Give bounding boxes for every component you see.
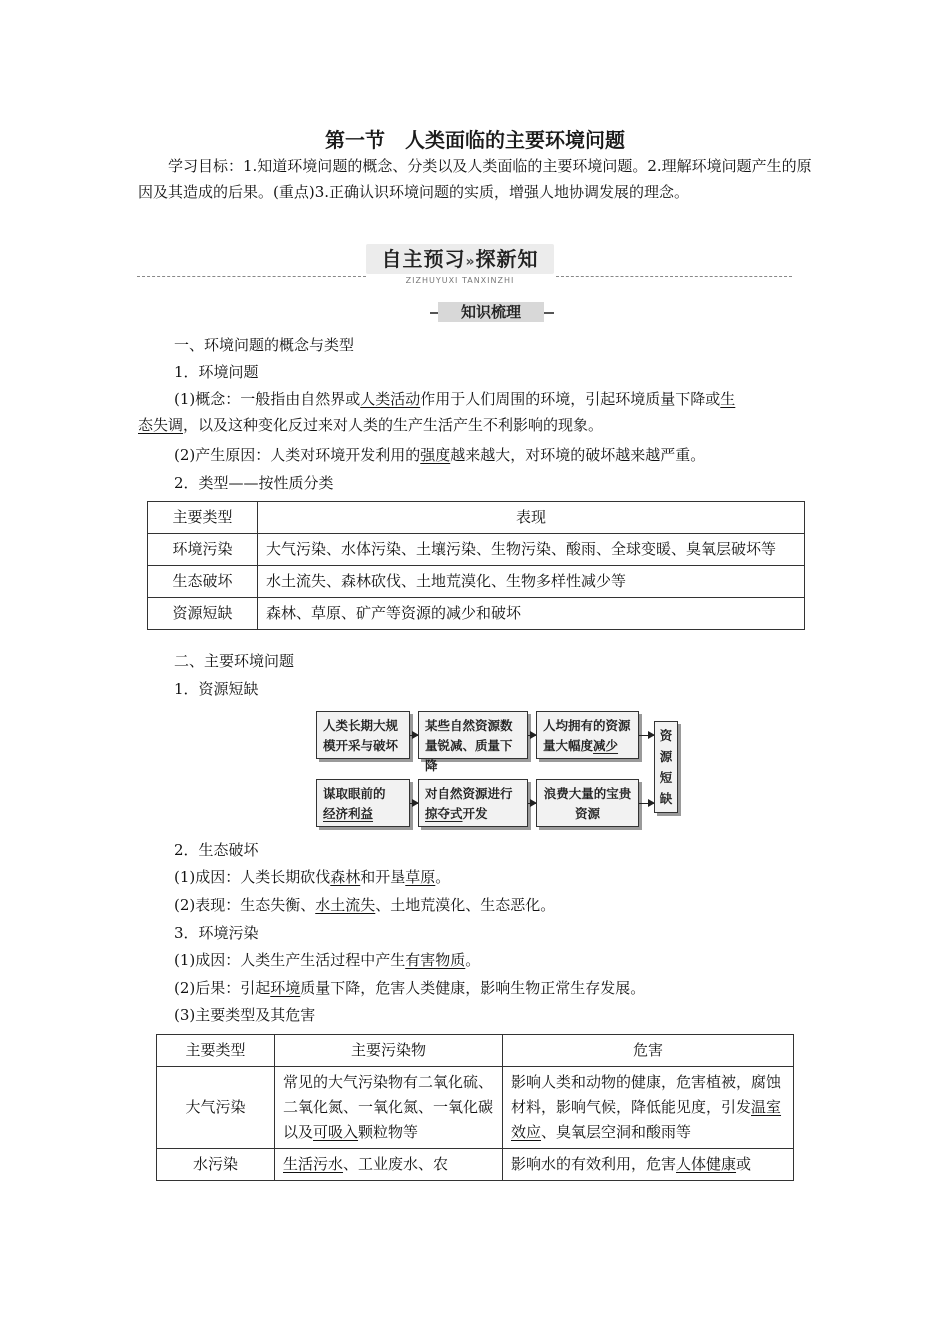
flow-box-resource-decline: 某些自然资源数量锐减、质量下降 [418,711,528,759]
divider-right [556,276,792,277]
concept-paragraph: (1)概念：一般指由自然界或人类活动作用于人们周围的环境，引起环境质量下降或生 态失调，以及这种变化反过来对人类的生产生活产生不利影响的现象。 [138,390,736,434]
table-cell: 影响水的有效利用，危害人体健康或 [503,1149,794,1181]
flow-box-exploitation: 对自然资源进行 掠夺式开发 [418,779,528,827]
pollution-types-heading: (3)主要类型及其危害 [174,1006,316,1024]
table-cell: 森林、草原、矿产等资源的减少和破坏 [258,598,805,630]
table-cell: 大气污染 [157,1067,275,1149]
table-row [148,534,805,566]
flow-box-per-capita: 人均拥有的资源量大幅度减少 [536,711,639,759]
banner-pinyin: ZIZHUYUXI TANXINZHI [405,276,515,285]
eco-cause: (1)成因：人类长期砍伐森林和开垦草原。 [174,868,451,886]
flow-box-economic-interest: 谋取眼前的 经济利益 [316,779,410,827]
table-header-row [148,502,805,534]
table-cell: 生活污水、工业废水、农 [275,1149,503,1181]
pollution-consequence: (2)后果：引起环境质量下降，危害人类健康，影响生物正常生存发展。 [174,979,646,997]
banner-main: 自主预习 [381,247,466,271]
pollution-cause: (1)成因：人类生产生活过程中产生有害物质。 [174,951,481,969]
section2-heading: 二、主要环境问题 [174,652,295,670]
page-title: 第一节 人类面临的主要环境问题 [325,128,625,152]
table-header-cell: 主要类型 [148,502,258,534]
section1-sub2: 2．类型——按性质分类 [174,474,334,492]
flow-arrow [639,803,654,804]
table-header-cell: 表现 [258,502,805,534]
section1-sub1: 1．环境问题 [174,363,259,381]
table-cell: 大气污染、水体污染、土壤污染、生物污染、酸雨、全球变暖、臭氧层破坏等 [258,534,805,566]
banner-emph: 探新知 [475,247,539,271]
flow-arrow [410,803,418,804]
section2-sub3: 3．环境污染 [174,924,259,942]
pollution-table [156,1034,794,1181]
table-header-cell: 危害 [503,1035,794,1067]
table-header-cell: 主要类型 [157,1035,275,1067]
types-table [147,501,805,630]
flow-arrow [639,735,654,736]
cause-paragraph: (2)产生原因：人类对环境开发利用的强度越来越大，对环境的破坏越来越严重。 [174,446,706,464]
flow-box-result: 资 源 短 缺 [654,721,678,813]
section-banner-title [366,244,554,277]
table-header-row [157,1035,794,1067]
table-row [157,1149,794,1181]
flow-arrow [410,735,418,736]
table-row [148,566,805,598]
table-cell: 影响人类和动物的健康，危害植被，腐蚀材料，影响气候，降低能见度，引发温室效应、臭氧层空洞和酸雨等 [503,1067,794,1149]
table-cell: 常见的大气污染物有二氧化硫、二氧化氮、一氧化氮、一氧化碳以及可吸入颗粒物等 [275,1067,503,1149]
section2-sub1: 1．资源短缺 [174,680,259,698]
flow-box-mining: 人类长期大规模开采与破坏 [316,711,410,759]
flow-arrow [528,803,536,804]
eco-manifestation: (2)表现：生态失衡、水土流失、土地荒漠化、生态恶化。 [174,896,556,914]
table-cell: 资源短缺 [148,598,258,630]
section2-sub2: 2．生态破坏 [174,841,259,859]
table-row [148,598,805,630]
table-header-cell: 主要污染物 [275,1035,503,1067]
banner-arrow-icon: » [465,254,476,270]
table-row [157,1067,794,1149]
divider-left [137,276,366,277]
flow-arrow [528,735,536,736]
table-cell: 水污染 [157,1149,275,1181]
table-cell: 环境污染 [148,534,258,566]
knowledge-label: 知识梳理 [438,302,544,322]
section1-heading: 一、环境问题的概念与类型 [174,336,355,354]
table-cell: 生态破坏 [148,566,258,598]
learning-objectives: 学习目标：1.知道环境问题的概念、分类以及人类面临的主要环境问题。2.理解环境问题产生的原因及其造成的后果。(重点)3.正确认识环境问题的实质，增强人地协调发展的理念。 [138,157,812,201]
flow-box-waste: 浪费大量的宝贵资源 [536,779,639,827]
table-cell: 水土流失、森林砍伐、土地荒漠化、生物多样性减少等 [258,566,805,598]
